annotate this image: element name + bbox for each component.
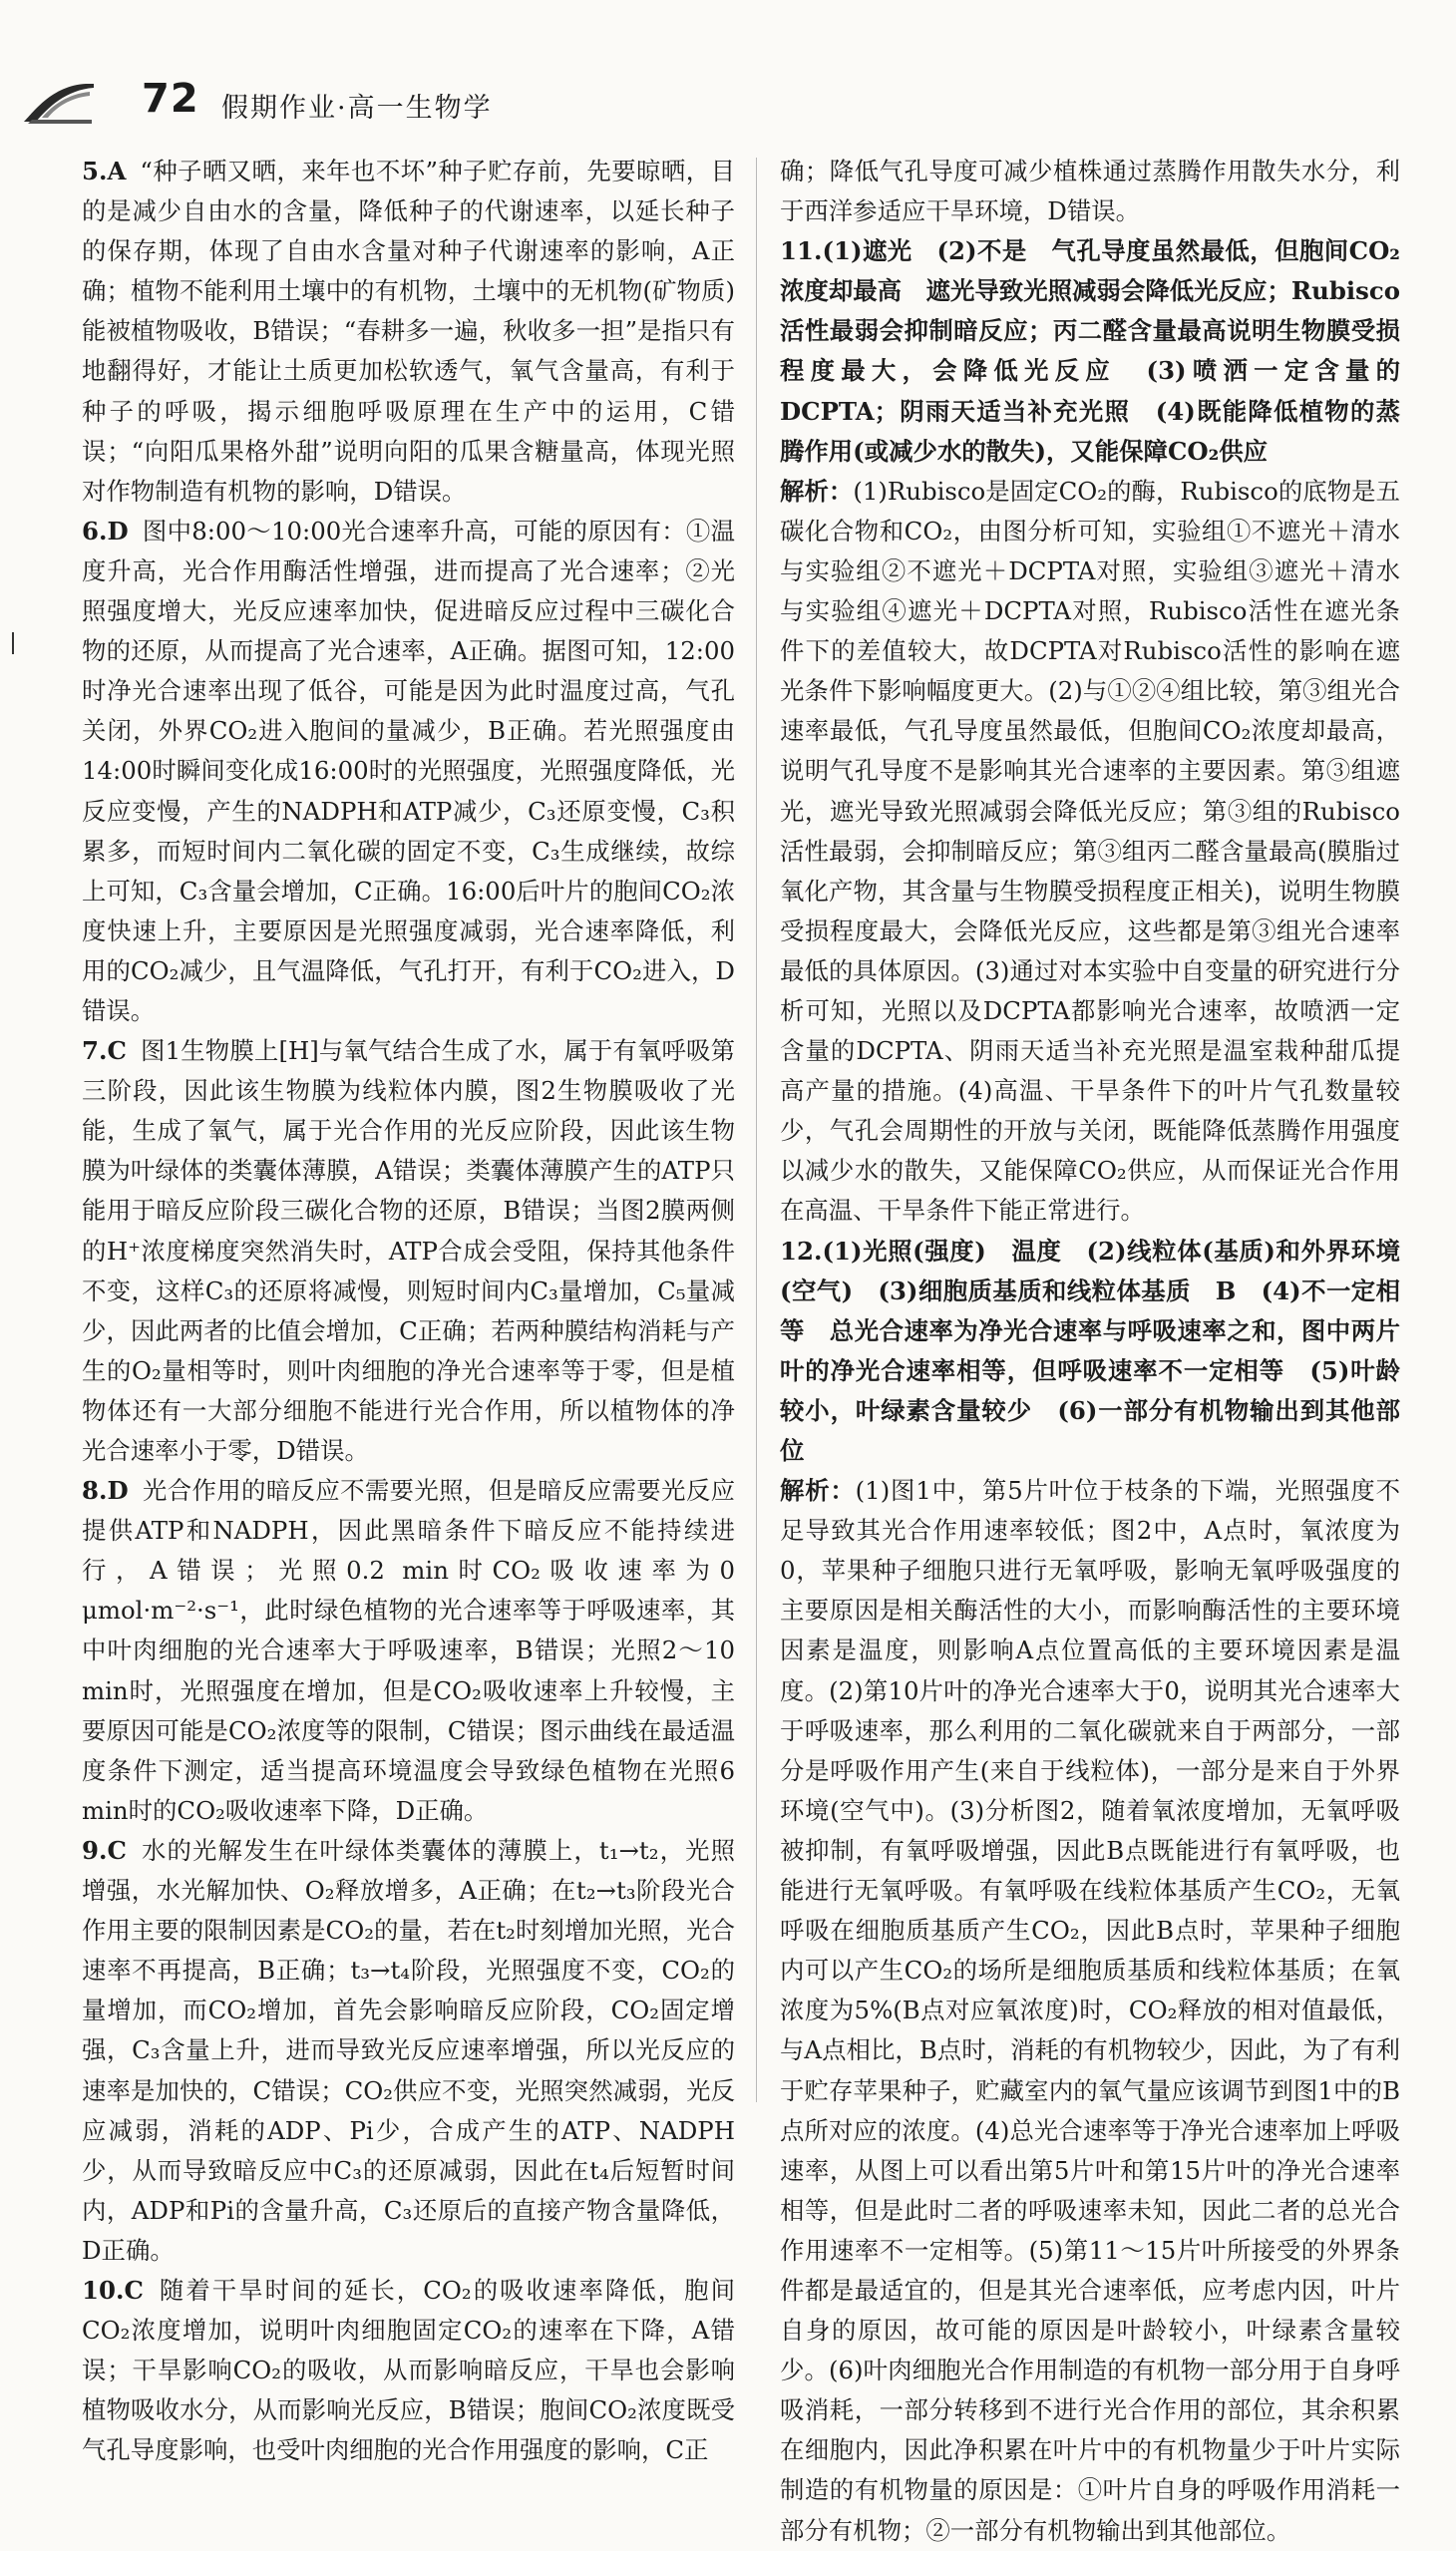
analysis-item-12 xyxy=(780,1471,1400,2551)
item-number: 12. xyxy=(780,1236,823,1266)
item-answer: D xyxy=(107,516,129,546)
analysis-label: 解析： xyxy=(780,1476,856,1506)
answer-item-10-continued xyxy=(780,152,1400,231)
item-answer: C xyxy=(107,1835,127,1865)
answer-item-10 xyxy=(82,2271,735,2470)
analysis-label: 解析： xyxy=(780,476,854,506)
item-number: 7. xyxy=(82,1036,108,1066)
answer-item-9 xyxy=(82,1831,735,2271)
item-answer: (1)遮光 (2)不是 气孔导度虽然最低，但胞间CO₂浓度却最高 遮光导致光照减弱会降低光反应；Rubisco活性最弱会抑制暗反应；丙二醛含量最高说明生物膜受损程度最大，会降低光反应 (3)喷洒一定含量的DCPTA；阴雨天适当补充光照 (4)既能降低植物的蒸腾作用(或减少水的散失)，又能保障CO₂供应 xyxy=(780,236,1400,466)
item-explanation: 光合作用的暗反应不需要光照，但是暗反应需要光反应提供ATP和NADPH，因此黑暗条件下暗反应不能持续进行，A错误；光照0.2 min时CO₂吸收速率为0 μmol·m⁻²·s⁻¹，此时绿色植物的光合速率等于呼吸速率，其中叶肉细胞的光合速率大于呼吸速率，B错误；光照2～10 min时，光照强度在增加，但是CO₂吸收速率上升较慢，主要原因可能是CO₂浓度等的限制，C错误；图示曲线在最适温度条件下测定，适当提高环境温度会导致绿色植物在光照6 min时的CO₂吸收速率下降，D正确。 xyxy=(82,1476,735,1825)
item-explanation: 随着干旱时间的延长，CO₂的吸收速率降低，胞间CO₂浓度增加，说明叶肉细胞固定CO₂的速率在下降，A错误；干旱影响CO₂的吸收，从而影响暗反应，干旱也会影响植物吸收水分，从而影响光反应，B错误；胞间CO₂浓度既受气孔导度影响，也受叶肉细胞的光合作用强度的影响，C正 xyxy=(82,2275,735,2465)
answer-item-6 xyxy=(82,512,735,1031)
item-answer: (1)光照(强度) 温度 (2)线粒体(基质)和外界环境(空气) (3)细胞质基质和线粒体基质 B (4)不一定相等 总光合速率为净光合速率与呼吸速率之和，图中两片叶的净光合速率相等，但呼吸速率不一定相等 (5)叶龄较小，叶绿素含量较少 (6)一部分有机物输出到其他部位 xyxy=(780,1236,1400,1465)
item-answer: A xyxy=(107,157,127,185)
answer-item-12 xyxy=(780,1232,1400,1472)
item-explanation: 图1生物膜上[H]与氧气结合生成了水，属于有氧呼吸第三阶段，因此该生物膜为线粒体内膜，图2生物膜吸收了光能，生成了氧气，属于光合作用的光反应阶段，因此该生物膜为叶绿体的类囊体薄膜，A错误；类囊体薄膜产生的ATP只能用于暗反应阶段三碳化合物的还原，B错误；当图2膜两侧的H⁺浓度梯度突然消失时，ATP合成会受阻，保持其他条件不变，这样C₃的还原将减慢，则短时间内C₃量增加，C₅量减少，因此两者的比值会增加，C正确；若两种膜结构消耗与产生的O₂量相等时，则叶肉细胞的净光合速率等于零，但是植物体还有一大部分细胞不能进行光合作用，所以植物体的净光合速率小于零，D错误。 xyxy=(82,1036,735,1465)
item-explanation: “种子晒又晒，来年也不坏”种子贮存前，先要晾晒，目的是减少自由水的含量，降低种子的代谢速率，以延长种子的保存期，体现了自由水含量对种子代谢速率的影响，A正确；植物不能利用土壤中的有机物，土壤中的无机物(矿物质)能被植物吸收，B错误；“春耕多一遍，秋收多一担”是指只有地翻得好，才能让土质更加松软透气，氧气含量高，有利于种子的呼吸，揭示细胞呼吸原理在生产中的运用，C错误；“向阳瓜果格外甜”说明向阳的瓜果含糖量高，体现光照对作物制造有机物的影响，D错误。 xyxy=(82,157,735,506)
analysis-text: (1)图1中，第5片叶位于枝条的下端，光照强度不足导致其光合作用速率较低；图2中，A点时，氧浓度为0，苹果种子细胞只进行无氧呼吸，影响无氧呼吸强度的主要原因是相关酶活性的大小，而影响酶活性的主要环境因素是温度，则影响A点位置高低的主要环境因素是温度。(2)第10片叶的净光合速率大于0，说明其光合速率大于呼吸速率，那么利用的二氧化碳就来自于两部分，一部分是呼吸作用产生(来自于线粒体)，一部分是来自于外界环境(空气中)。(3)分析图2，随着氧浓度增加，无氧呼吸被抑制，有氧呼吸增强，因此B点既能进行有氧呼吸，也能进行无氧呼吸。有氧呼吸在线粒体基质产生CO₂，无氧呼吸在细胞质基质产生CO₂，因此B点时，苹果种子细胞内可以产生CO₂的场所是细胞质基质和线粒体基质；在氧浓度为5%(B点对应氧浓度)时，CO₂释放的相对值最低，与A点相比，B点时，消耗的有机物较少，因此，为了有利于贮存苹果种子，贮藏室内的氧气量应该调节到图1中的B点所对应的浓度。(4)总光合速率等于净光合速率加上呼吸速率，从图上可以看出第5片叶和第15片叶的净光合速率相等，但是此时二者的呼吸速率未知，因此二者的总光合作用速率不一定相等。(5)第11～15片叶所接受的外界条件都是最适宜的，但是其光合速率低，应考虑内因，叶片自身的原因，故可能的原因是叶龄较小，叶绿素含量较少。(6)叶肉细胞光合作用制造的有机物一部分用于自身呼吸消耗，一部分转移到不进行光合作用的部位，其余积累在细胞内，因此净积累在叶片中的有机物量少于叶片实际制造的有机物量的原因是：①叶片自身的呼吸作用消耗一部分有机物；②一部分有机物输出到其他部位。 xyxy=(780,1476,1400,2545)
right-column xyxy=(780,152,1400,2551)
header-title: 假期作业·高一生物学 xyxy=(221,93,493,124)
answer-item-7 xyxy=(82,1031,735,1471)
margin-mark xyxy=(12,632,14,654)
answer-item-11 xyxy=(780,231,1400,472)
item-answer: D xyxy=(107,1476,129,1506)
item-answer: C xyxy=(107,1036,127,1066)
column-divider xyxy=(756,158,757,2102)
page-header xyxy=(22,78,1418,134)
left-column xyxy=(82,152,735,2470)
page-number: 72 xyxy=(142,76,199,122)
item-number: 10. xyxy=(82,2275,125,2305)
answer-item-5 xyxy=(82,152,735,512)
item-explanation: 图中8:00～10:00光合速率升高，可能的原因有：①温度升高，光合作用酶活性增强，进而提高了光合速率；②光照强度增大，光反应速率加快，促进暗反应过程中三碳化合物的还原，从而提高了光合速率，A正确。据图可知，12:00时净光合速率出现了低谷，可能是因为此时温度过高，气孔关闭，外界CO₂进入胞间的量减少，B正确。若光照强度由14:00时瞬间变化成16:00时的光照强度，光照强度降低，光反应变慢，产生的NADPH和ATP减少，C₃还原变慢，C₃积累多，而短时间内二氧化碳的固定不变，C₃生成继续，故综上可知，C₃含量会增加，C正确。16:00后叶片的胞间CO₂浓度快速上升，主要原因是光照强度减弱，光合速率降低，利用的CO₂减少，且气温降低，气孔打开，有利于CO₂进入，D错误。 xyxy=(82,516,735,1025)
book-icon xyxy=(22,82,96,126)
answer-item-8 xyxy=(82,1471,735,1831)
item-number: 9. xyxy=(82,1835,108,1865)
item-explanation: 确；降低气孔导度可减少植株通过蒸腾作用散失水分，利于西洋参适应干旱环境，D错误。 xyxy=(780,157,1400,226)
item-number: 6. xyxy=(82,516,108,546)
item-explanation: 水的光解发生在叶绿体类囊体的薄膜上，t₁→t₂，光照增强，水光解加快、O₂释放增多，A正确；在t₂→t₃阶段光合作用主要的限制因素是CO₂的量，若在t₂时刻增加光照，光合速率不再提高，B正确；t₃→t₄阶段，光照强度不变，CO₂的量增加，而CO₂增加，首先会影响暗反应阶段，CO₂固定增强，C₃含量上升，进而导致光反应速率增强，所以光反应的速率是加快的，C错误；CO₂供应不变，光照突然减弱，光反应减弱，消耗的ADP、Pi少，合成产生的ATP、NADPH少，从而导致暗反应中C₃的还原减弱，因此在t₄后短暂时间内，ADP和Pi的含量升高，C₃还原后的直接产物含量降低，D正确。 xyxy=(82,1835,735,2265)
analysis-text: (1)Rubisco是固定CO₂的酶，Rubisco的底物是五碳化合物和CO₂，由图分析可知，实验组①不遮光＋清水与实验组②不遮光＋DCPTA对照，实验组③遮光＋清水与实验组④遮光＋DCPTA对照，Rubisco活性在遮光条件下的差值较大，故DCPTA对Rubisco活性的影响在遮光条件下影响幅度更大。(2)与①②④组比较，第③组光合速率最低，气孔导度虽然最低，但胞间CO₂浓度却最高，说明气孔导度不是影响其光合速率的主要因素。第③组遮光，遮光导致光照减弱会降低光反应；第③组的Rubisco活性最弱，会抑制暗反应；第③组丙二醛含量最高(膜脂过氧化产物，其含量与生物膜受损程度正相关)，说明生物膜受损程度最大，会降低光反应，这些都是第③组光合速率最低的具体原因。(3)通过对本实验中自变量的研究进行分析可知，光照以及DCPTA都影响光合速率，故喷洒一定含量的DCPTA、阴雨天适当补充光照是温室栽种甜瓜提高产量的措施。(4)高温、干旱条件下的叶片气孔数量较少，气孔会周期性的开放与关闭，既能降低蒸腾作用强度以减少水的散失，又能保障CO₂供应，从而保证光合作用在高温、干旱条件下能正常进行。 xyxy=(780,476,1400,1226)
item-answer: C xyxy=(124,2275,144,2305)
item-number: 8. xyxy=(82,1476,108,1506)
analysis-item-11 xyxy=(780,472,1400,1232)
item-number: 11. xyxy=(780,236,823,266)
item-number: 5. xyxy=(82,157,108,185)
